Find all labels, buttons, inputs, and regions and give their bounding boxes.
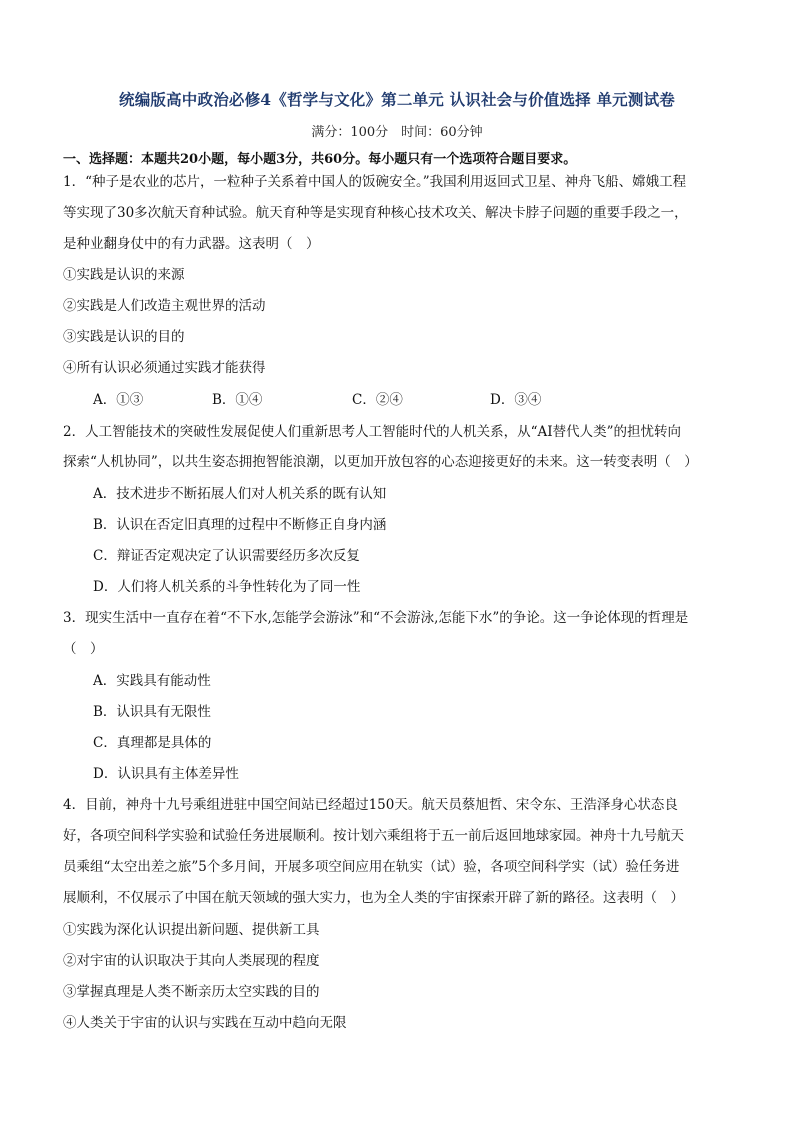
- q1-statement-3: ③实践是认识的目的: [63, 329, 185, 345]
- q1-choice-d[interactable]: D．③④: [490, 392, 542, 408]
- q1-statement-2: ②实践是人们改造主观世界的活动: [63, 298, 266, 314]
- q2-line-1: 2．人工智能技术的突破性发展促使人们重新思考人工智能时代的人机关系，从“AI替代人类”的担忧转向: [63, 424, 681, 440]
- section-heading: 一、选择题：本题共20小题，每小题3分，共60分。每小题只有一个选项符合题目要求。: [63, 152, 577, 167]
- q4-line-4: 展顺利，不仅展示了中国在航天领域的强大实力，也为全人类的宇宙探索开辟了新的路径。这表明（ ）: [63, 890, 684, 906]
- q1-choice-a[interactable]: A．①③: [93, 392, 144, 408]
- q1-statement-4: ④所有认识必须通过实践才能获得: [63, 360, 266, 376]
- exam-title: 统编版高中政治必修4《哲学与文化》第二单元 认识社会与价值选择 单元测试卷: [119, 90, 675, 109]
- q3-line-1: 3．现实生活中一直存在着“不下水,怎能学会游泳”和“不会游泳,怎能下水”的争论。这一争论体现的哲理是: [63, 610, 689, 626]
- exam-meta: 满分：100分 时间：60分钟: [311, 125, 483, 140]
- q1-choice-c[interactable]: C．②④: [352, 392, 403, 408]
- q1-line-3: 是种业翻身仗中的有力武器。这表明（ ）: [63, 236, 320, 252]
- q4-statement-2: ②对宇宙的认识取决于其向人类展现的程度: [63, 953, 320, 969]
- q3-option-c[interactable]: C．真理都是具体的: [93, 735, 212, 751]
- q3-option-d[interactable]: D．认识具有主体差异性: [93, 766, 239, 782]
- q2-option-c[interactable]: C．辩证否定观决定了认识需要经历多次反复: [93, 548, 360, 564]
- q3-line-2: （ ）: [63, 641, 104, 657]
- q4-statement-3: ③掌握真理是人类不断亲历太空实践的目的: [63, 984, 320, 1000]
- q4-line-2: 好，各项空间科学实验和试验任务进展顺利。按计划六乘组将于五一前后返回地球家园。神舟十九号航天: [63, 828, 684, 844]
- q4-statement-4: ④人类关于宇宙的认识与实践在互动中趋向无限: [63, 1015, 347, 1031]
- q1-line-1: 1．“种子是农业的芯片，一粒种子关系着中国人的饭碗安全。”我国利用返回式卫星、神舟飞船、嫦娥工程: [63, 174, 687, 190]
- q1-line-2: 等实现了30多次航天育种试验。航天育种等是实现育种核心技术攻关、解决卡脖子问题的重要手段之一，: [63, 205, 688, 221]
- q4-line-3: 员乘组“太空出差之旅”5个多月间，开展多项空间应用在轨实（试）验，各项空间科学实（试）验任务进: [63, 859, 680, 875]
- q2-option-b[interactable]: B．认识在否定旧真理的过程中不断修正自身内涵: [93, 517, 387, 533]
- q2-line-2: 探索“人机协同”，以共生姿态拥抱智能浪潮，以更加开放包容的心态迎接更好的未来。这一转变表明（ ）: [63, 454, 698, 470]
- q1-statement-1: ①实践是认识的来源: [63, 267, 185, 283]
- q1-choice-b[interactable]: B．①④: [212, 392, 263, 408]
- q3-option-a[interactable]: A．实践具有能动性: [93, 673, 211, 689]
- q4-statement-1: ①实践为深化认识提出新问题、提供新工具: [63, 922, 320, 938]
- q3-option-b[interactable]: B．认识具有无限性: [93, 704, 211, 720]
- q2-option-a[interactable]: A．技术进步不断拓展人们对人机关系的既有认知: [93, 486, 387, 502]
- q2-option-d[interactable]: D．人们将人机关系的斗争性转化为了同一性: [93, 579, 361, 595]
- q4-line-1: 4．目前，神舟十九号乘组进驻中国空间站已经超过150天。航天员蔡旭哲、宋令东、王浩泽身心状态良: [63, 797, 678, 813]
